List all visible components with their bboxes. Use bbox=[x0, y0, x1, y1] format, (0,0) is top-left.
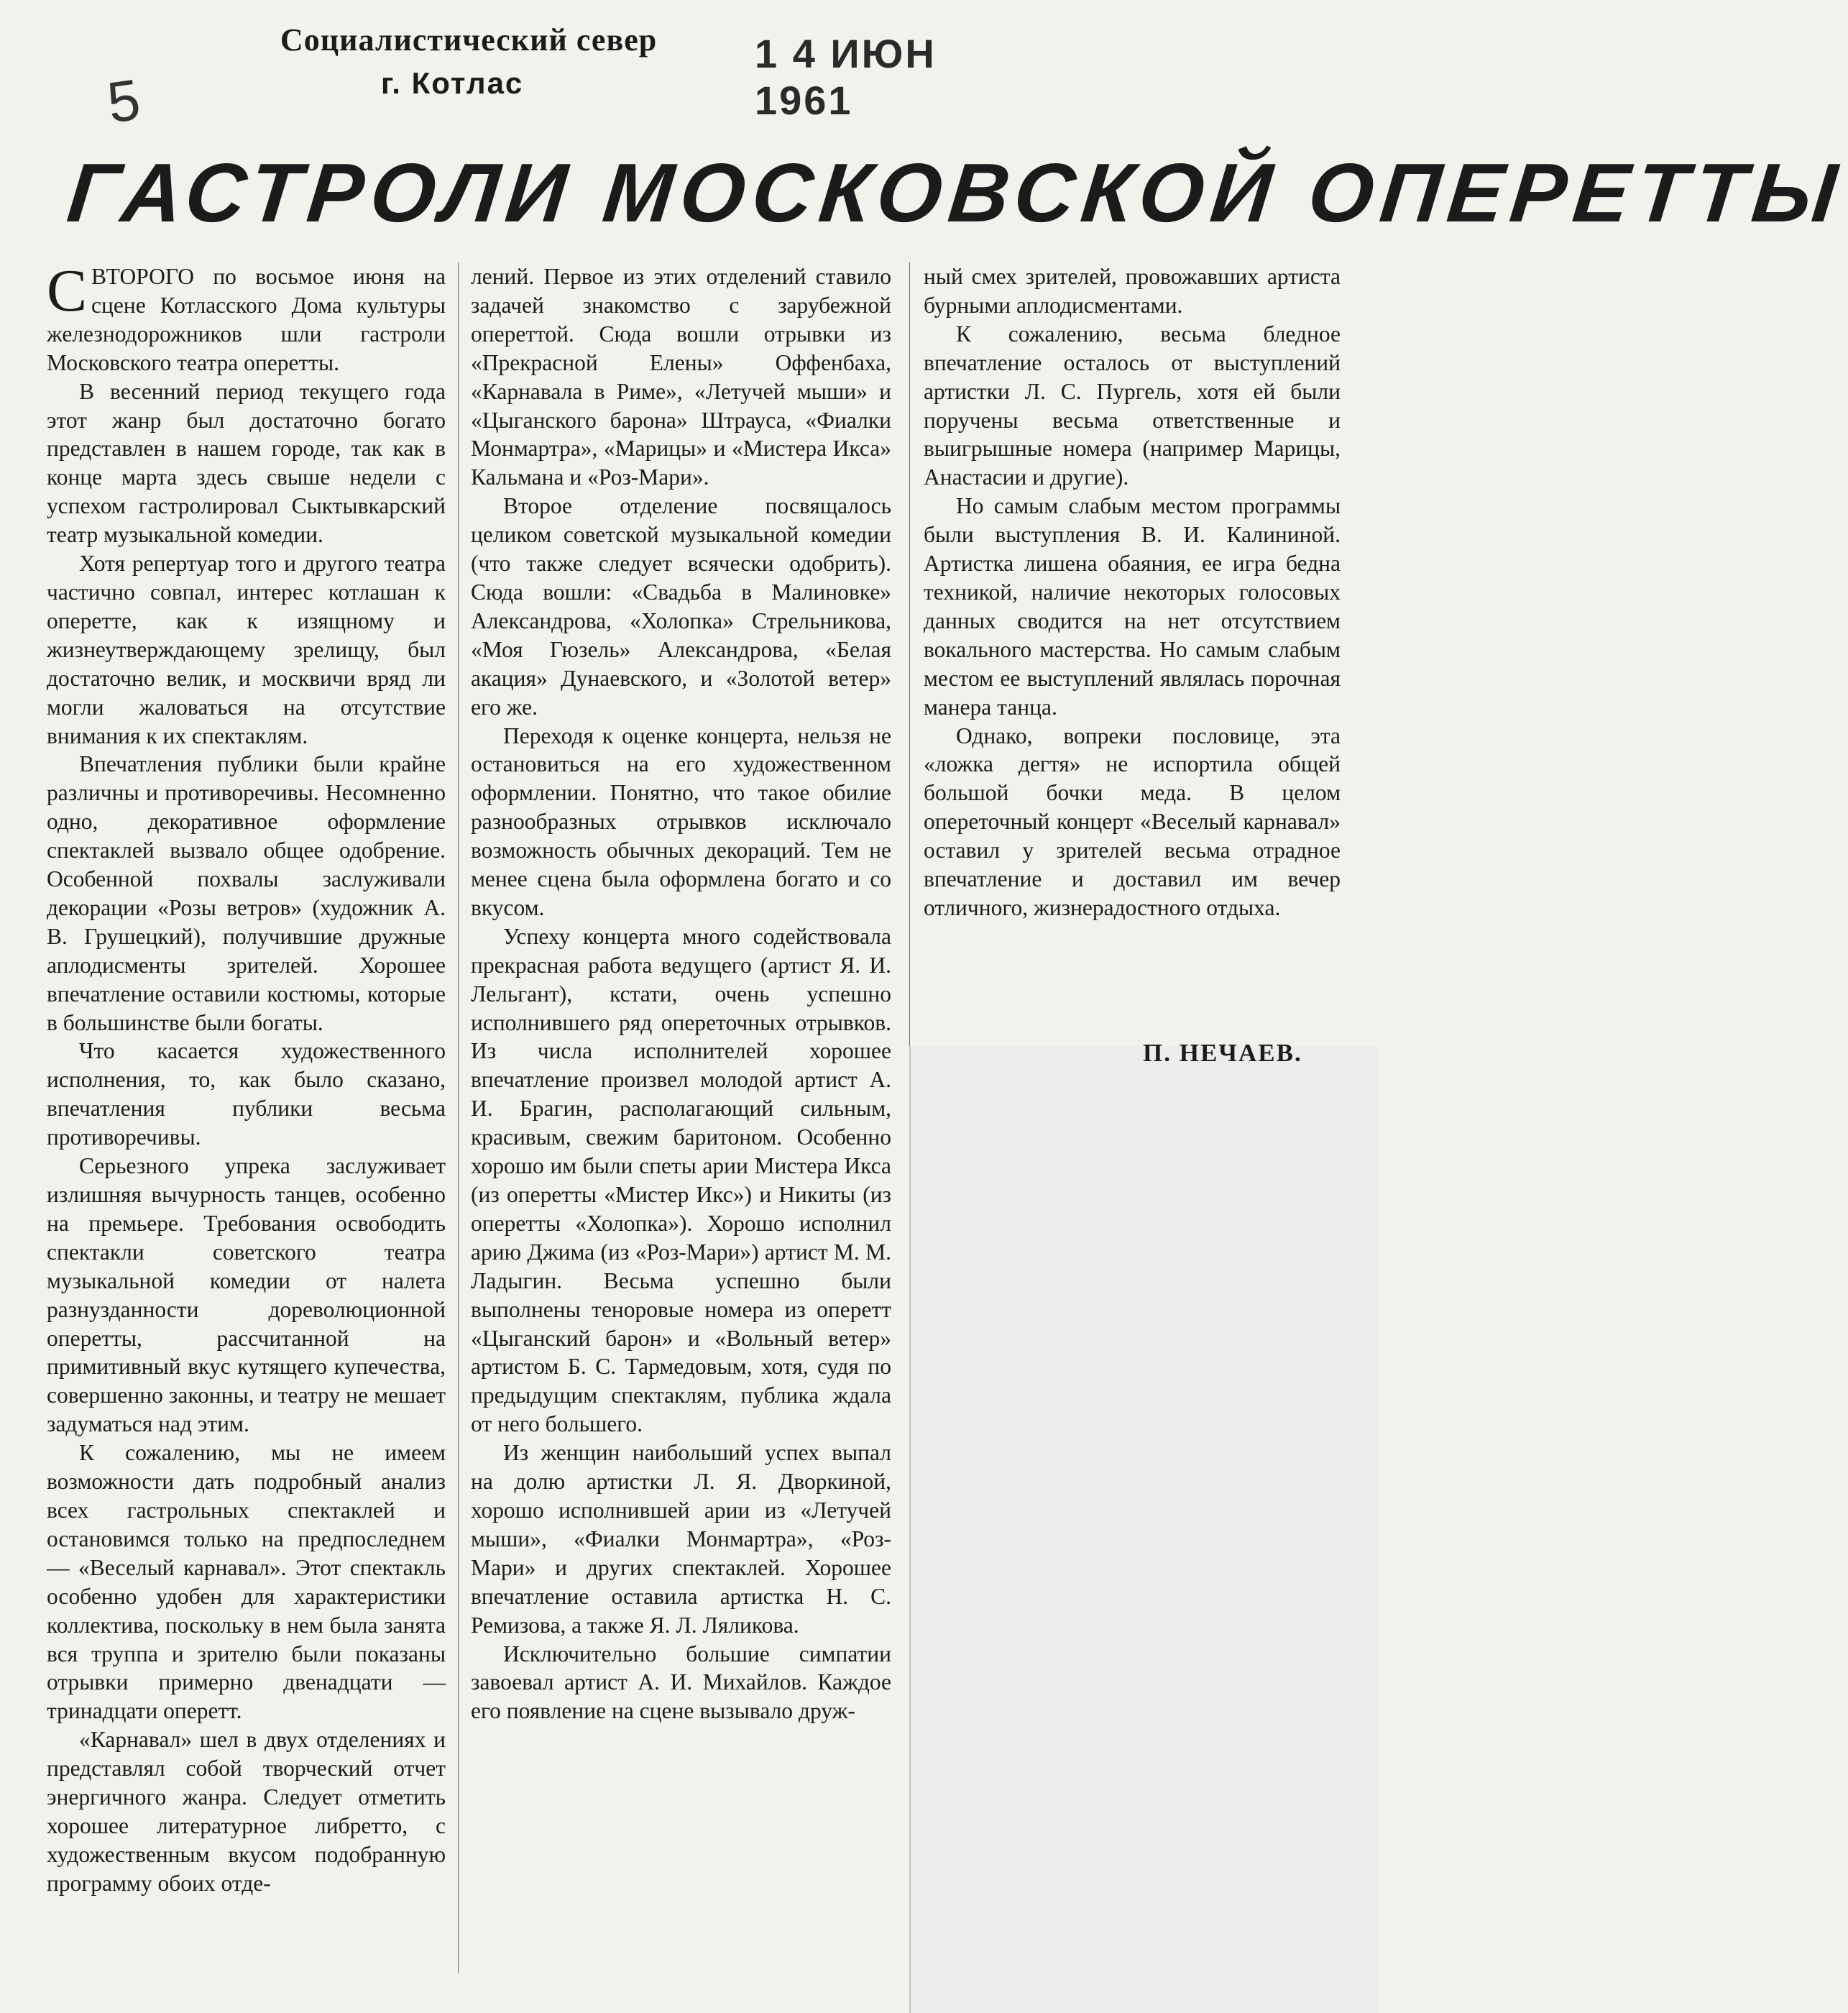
newspaper-name: Социалистический север bbox=[280, 22, 658, 58]
article-paragraph: лений. Первое из этих отделений ставило задачей знакомство с зарубежной опереттой. Сюда вошли отрывки из «Прекрасной Елены» Оффенбаха, «Карнавала в Риме», «Летучей мыши» и «Цыганского барона» Штрауса, «Фиалки Монмартра», «Марицы» и «Мистера Икса» Кальмана и «Роз-Мари». bbox=[471, 264, 891, 490]
article-paragraph: Хотя репертуар того и другого театра частично совпал, интерес котлашан к оперетте, как к изящному и жизнеутверждающему зрелищу, был достаточно велик, и москвичи вряд ли могли жаловаться на отсутствие внимания к их спектаклям. bbox=[47, 551, 446, 748]
city-name: г. Котлас bbox=[381, 66, 524, 100]
article-headline: ГАСТРОЛИ МОСКОВСКОЙ ОПЕРЕТТЫ bbox=[63, 146, 1848, 239]
article-paragraph: СВТОРОГО по восьмое июня на сцене Котласского Дома культуры железнодорожников шли гастроли Московского театра оперетты. bbox=[47, 257, 446, 375]
article-column-2 bbox=[471, 262, 891, 1725]
article-paragraph: Второе отделение посвящалось целиком советской музыкальной комедии (что также следует всячески одобрить). Сюда вошли: «Свадьба в Малиновке» Александрова, «Холопка» Стрельникова, «Моя Гюзель» Александрова, «Белая акация» Дунаевского, и «Золотой ветер» его же. bbox=[471, 493, 891, 720]
article-paragraph: Исключительно большие симпатии завоевал артист А. И. Михайлов. Каждое его появление на сцене вызывало друж- bbox=[471, 1641, 891, 1724]
article-paragraph: Переходя к оценке концерта, нельзя не остановиться на его художественном оформлении. Понятно, что такое обилие разнообразных отрывков исключало возможность обычных декораций. Тем не менее сцена была оформлена богато и со вкусом. bbox=[471, 723, 891, 920]
masthead bbox=[266, 22, 1021, 123]
article-paragraph: Из женщин наибольший успех выпал на долю артистки Л. Я. Дворкиной, хорошо исполнившей арии из «Летучей мыши», «Фиалки Монмартра», «Роз-Мари» и других спектаклей. Хорошее впечатление оставила артистка Н. С. Ремизова, а также Я. Л. Ляликова. bbox=[471, 1440, 891, 1638]
column-rule bbox=[458, 262, 459, 1973]
clipping-edge bbox=[909, 1046, 1378, 2013]
article-paragraph: К сожалению, весьма бледное впечатление осталось от выступлений артистки Л. С. Пургель, хотя ей были поручены весьма ответственные и выигрышные номера (например Марицы, Анастасии и другие). bbox=[924, 321, 1341, 490]
drop-cap: С bbox=[47, 257, 88, 324]
date-stamp: 1 4 ИЮН 1961 bbox=[755, 31, 937, 123]
article-column-1 bbox=[47, 257, 446, 1898]
column-rule bbox=[909, 262, 910, 1046]
article-paragraph: Что касается художественного исполнения, то, как было сказано, впечатления публики весьма противоречивы. bbox=[47, 1038, 446, 1150]
article-paragraph: Но самым слабым местом программы были выступления В. И. Калининой. Артистка лишена обаяния, ее игра бедна техникой, наличие некоторых голосовых данных сводится на нет отсутствием вокального мастерства. Но самым слабым местом ее выступлений являлась порочная манера танца. bbox=[924, 493, 1341, 720]
page-mark: 5 bbox=[103, 67, 144, 135]
article-paragraph: «Карнавал» шел в двух отделениях и представлял собой творческий отчет энергичного жанра. Следует отметить хорошее литературное либретто, с художественным вкусом подобранную программу обоих отде- bbox=[47, 1727, 446, 1896]
article-paragraph: Однако, вопреки пословице, эта «ложка дегтя» не испортила общей большой бочки меда. В целом опереточный концерт «Веселый карнавал» оставил у зрителей весьма отрадное впечатление и доставил им вечер отличного, жизнерадостного отдыха. bbox=[924, 723, 1341, 920]
article-paragraph: В весенний период текущего года этот жанр был достаточно богато представлен в нашем городе, так как в конце марта здесь свыше недели с успехом гастролировал Сыктывкарский театр музыкальной комедии. bbox=[47, 378, 446, 548]
article-paragraph: Впечатления публики были крайне различны и противоречивы. Несомненно одно, декоративное оформление спектаклей вызвало общее одобрение. Особенной похвалы заслуживали декорации «Розы ветров» (художник А. В. Грушецкий), получившие дружные аплодисменты зрителей. Хорошее впечатление оставили костюмы, которые в большинстве были богаты. bbox=[47, 751, 446, 1035]
article-paragraph: ный смех зрителей, провожавших артиста бурными аплодисментами. bbox=[924, 264, 1341, 318]
article-paragraph: Успеху концерта много содействовала прекрасная работа ведущего (артист Я. И. Лельгант), кстати, очень успешно исполнившего ряд опереточных отрывков. Из числа исполнителей хорошее впечатление произвел молодой артист А. И. Брагин, располагающий сильным, красивым, свежим баритоном. Особенно хорошо им были спеты арии Мистера Икса (из оперетты «Мистер Икс») и Никиты (из оперетты «Холопка»). Хорошо исполнил арию Джима (из «Роз-Мари») артист М. М. Ладыгин. Весьма успешно были выполнены теноровые номера из оперетт «Цыганский барон» и «Вольный ветер» артистом Б. С. Тармедовым, хотя, судя по предыдущим спектаклям, публика ждала от него большего. bbox=[471, 923, 891, 1437]
article-column-3 bbox=[924, 262, 1341, 922]
article-paragraph: К сожалению, мы не имеем возможности дать подробный анализ всех гастрольных спектаклей и остановимся только на предпоследнем — «Веселый карнавал». Этот спектакль особенно удобен для характеристики коллектива, поскольку в нем была занята вся труппа и зрителю были показаны отрывки примерно двенадцати — тринадцати оперетт. bbox=[47, 1440, 446, 1724]
article-paragraph: Серьезного упрека заслуживает излишняя вычурность танцев, особенно на премьере. Требования освободить спектакли советского театра музыкальной комедии от налета разнузданности дореволюционной оперетты, рассчитанной на примитивный вкус кутящего купечества, совершенно законны, и театру не мешает задуматься над этим. bbox=[47, 1153, 446, 1437]
article-author: П. НЕЧАЕВ. bbox=[1143, 1039, 1302, 1067]
